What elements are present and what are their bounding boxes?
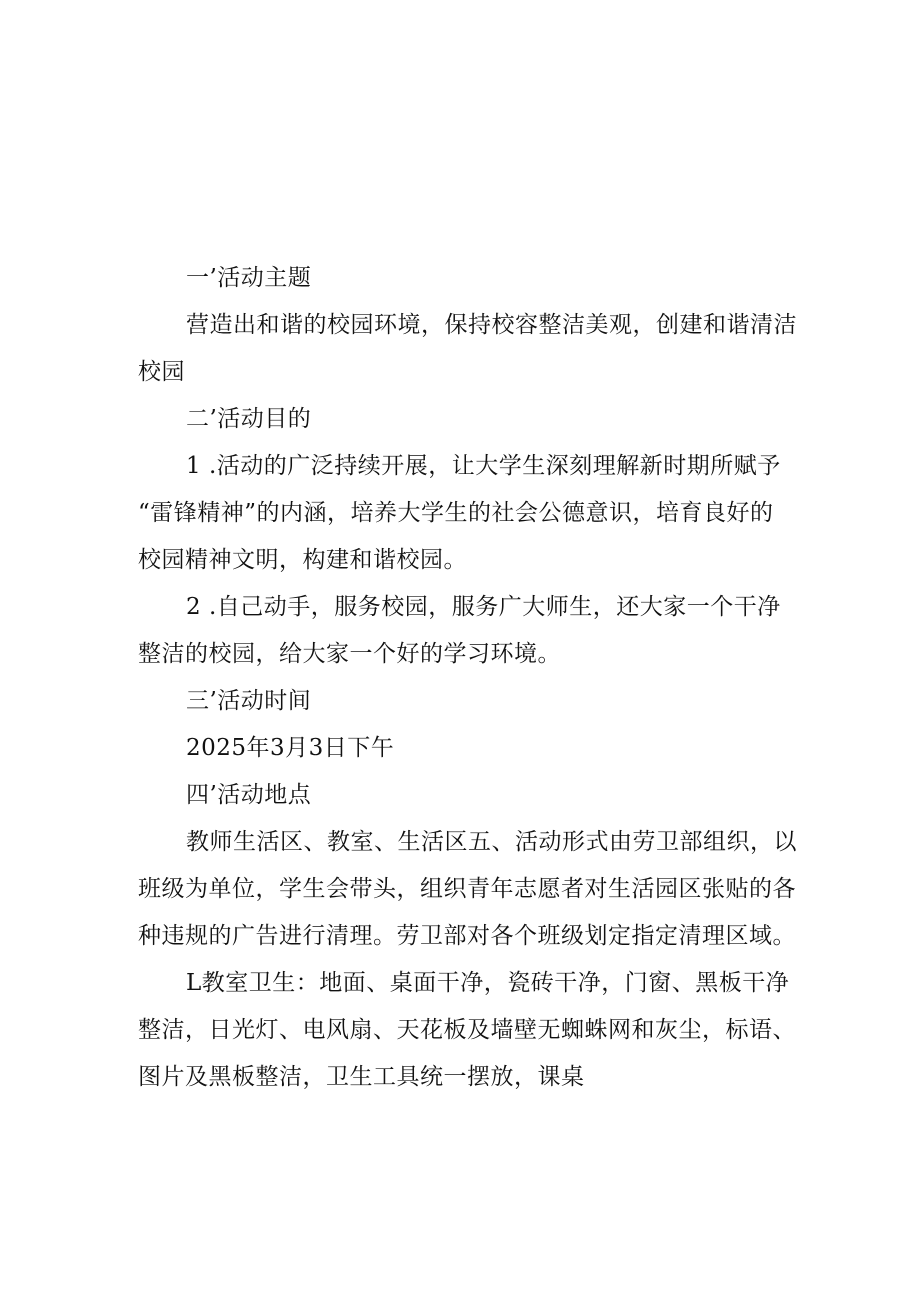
section-heading-theme: 一’活动主题 — [186, 265, 312, 291]
section-heading-purpose: 二’活动目的 — [186, 406, 312, 432]
section-heading-time: 三’活动时间 — [186, 688, 312, 714]
classroom-paragraph-line: 整洁，日光灯、电风扇、天花板及墙壁无蜘蛛网和灰尘，标语、 — [138, 1017, 796, 1043]
theme-paragraph-line: 校园 — [138, 359, 185, 385]
place-paragraph-line: 种违规的广告进行清理。劳卫部对各个班级划定指定清理区域。 — [138, 923, 796, 949]
purpose-paragraph-line: 2 .自己动手，服务校园，服务广大师生，还大家一个干净 — [186, 594, 781, 620]
classroom-paragraph-line: L教室卫生：地面、桌面干净，瓷砖干净，门窗、黑板干净 — [186, 970, 790, 996]
document-body — [138, 255, 797, 1101]
place-paragraph-line: 教师生活区、教室、生活区五、活动形式由劳卫部组织，以 — [186, 829, 797, 855]
purpose-paragraph-line: 校园精神文明，构建和谐校园。 — [138, 547, 467, 573]
place-paragraph-line: 班级为单位，学生会带头，组织青年志愿者对生活园区张贴的各 — [138, 876, 796, 902]
classroom-paragraph-line: 图片及黑板整洁，卫生工具统一摆放，课桌 — [138, 1064, 585, 1090]
theme-paragraph-line: 营造出和谐的校园环境，保持校容整洁美观，创建和谐清洁 — [186, 312, 797, 338]
purpose-paragraph-line: “雷锋精神”的内涵，培养大学生的社会公德意识，培育良好的 — [138, 500, 774, 526]
purpose-paragraph-line: 1 .活动的广泛持续开展，让大学生深刻理解新时期所赋予 — [186, 453, 781, 479]
section-heading-place: 四’活动地点 — [186, 782, 312, 808]
time-value: 2025年3月3日下午 — [186, 735, 395, 761]
purpose-paragraph-line: 整洁的校园，给大家一个好的学习环境。 — [138, 641, 561, 667]
